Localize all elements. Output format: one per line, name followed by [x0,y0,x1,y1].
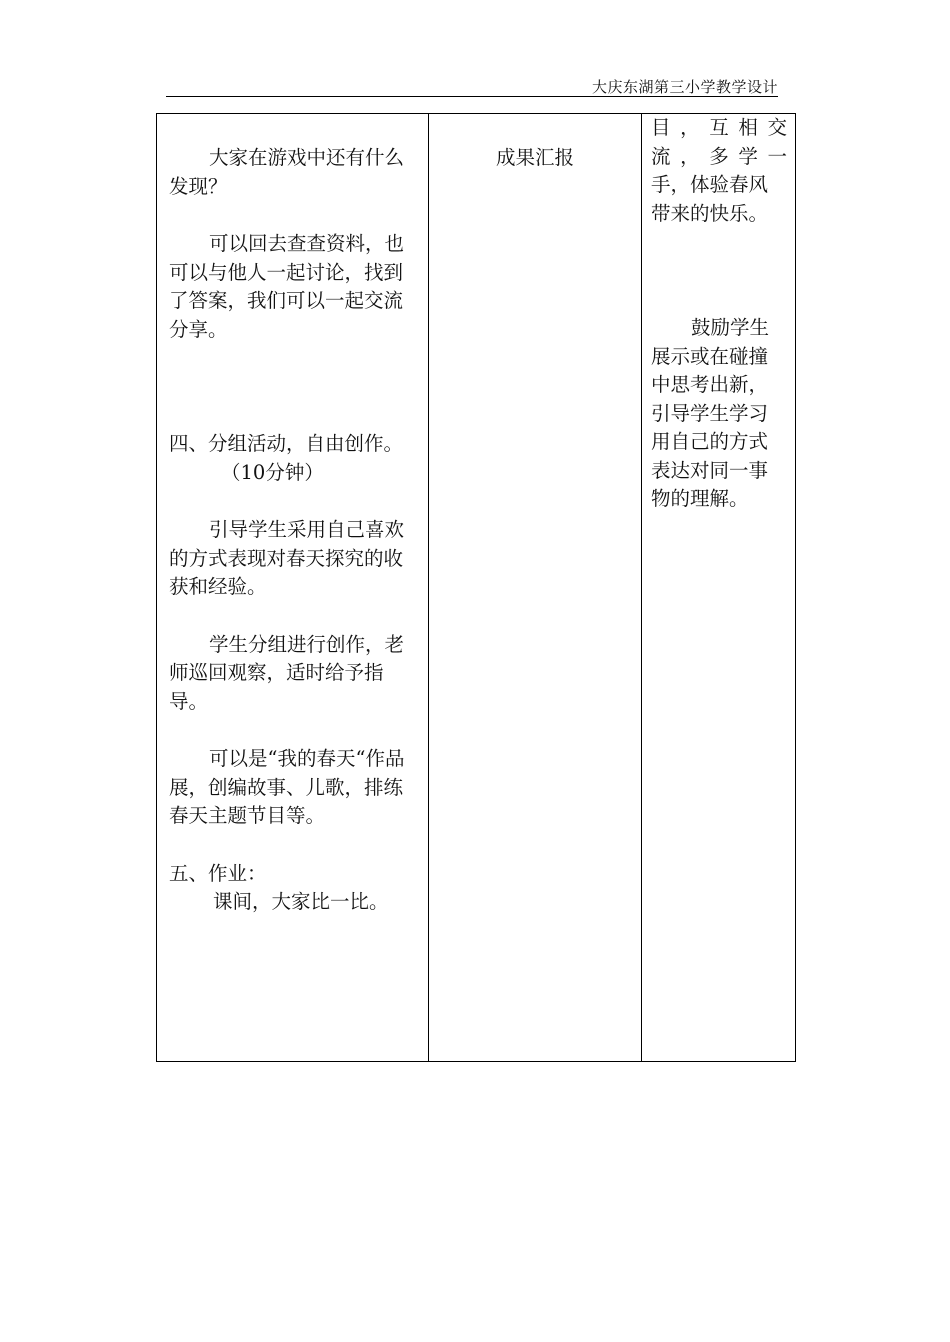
activity-column [429,144,641,202]
section-4-time: （10分钟） [221,460,324,484]
paragraph-discovery-question: 大家在游戏中还有什么发现？ [169,146,405,198]
paragraph-guide-expression: 引导学生采用自己喜欢的方式表现对春天探究的收获和经验。 [169,518,405,598]
section-5-title: 五、作业： [169,861,267,885]
paragraph-group-creation: 学生分组进行创作，老师巡回观察，适时给予指导。 [169,632,405,713]
section-5-text: 课间，大家比一比。 [213,890,389,913]
teaching-process-column [169,144,421,946]
intent-line-2: 流，多学一 [651,144,787,168]
intent-paragraph-encourage: 鼓励学生展示或在碰撞中思考出新，引导学生学习用自己的方式表达对同一事物的理解。 [651,316,770,510]
intent-line-1: 目，互相交 [651,116,787,139]
design-intent-column [651,114,787,543]
paragraph-research-share: 可以回去查查资料，也可以与他人一起讨论，找到了答案，我们可以一起交流分享。 [169,232,405,341]
intent-line-3: 手，体验春风带来的快乐。 [651,173,769,225]
paragraph-spring-showcase: 可以是“我的春天“作品展，创编故事、儿歌，排练春天主题节目等。 [169,747,405,827]
column-divider-2 [641,114,642,1061]
column-divider-1 [428,114,429,1061]
section-4-title: 四、分组活动，自由创作。 [169,432,404,455]
activity-result-report: 成果汇报 [495,146,574,169]
page-header-title: 大庆东湖第三小学教学设计 [591,78,778,96]
header-divider [166,96,778,97]
lesson-table [156,113,796,1062]
